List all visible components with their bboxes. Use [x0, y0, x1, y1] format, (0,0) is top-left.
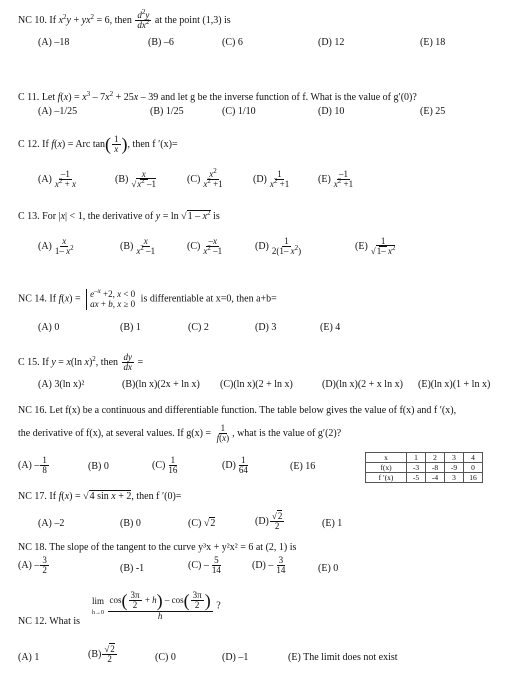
question-stem: NC 18. The slope of the tangent to the curve y³x + y²x² = 6 at (2, 1) is: [18, 542, 297, 553]
option-d[interactable]: (D)(ln x)(2 + x ln x): [322, 379, 403, 390]
question-stem: NC 17. If f(x) = √4 sin x + 2, then f ′(0)=: [18, 491, 182, 502]
question-stem: NC 12. What is: [18, 616, 81, 627]
question-stem: C 13. For |x| < 1, the derivative of $y = \ln √1 - x^2$ is: [18, 209, 220, 222]
option-b[interactable]: (B) 1/25: [150, 106, 184, 117]
option-c[interactable]: (C) 1/10: [222, 106, 256, 117]
option-b[interactable]: (B) –6: [148, 37, 174, 48]
table-row: f ′(x) -5 -4 3 16: [366, 473, 483, 483]
option-c[interactable]: (C) 6: [222, 37, 243, 48]
option-b[interactable]: (B) $\frac{x}{x^2 -1}$: [120, 236, 156, 257]
option-e[interactable]: (E) The limit does not exist: [288, 652, 398, 663]
option-a[interactable]: (A) $\frac{-1}{x^2 + x}$: [38, 169, 76, 190]
option-e[interactable]: (E) 0: [318, 563, 339, 574]
option-e[interactable]: (E) 4: [320, 322, 341, 333]
limit-expression: lim h→0 cos( $\frac{3\pi}{2}$ + h) – cos( $\frac{3\pi}{2}$ ) h ?: [92, 590, 221, 621]
option-c[interactable]: (C) – $\frac{5}{14}$: [188, 555, 221, 576]
question-number: C 13.: [18, 211, 40, 222]
option-c[interactable]: (C) 0: [155, 652, 176, 663]
option-b[interactable]: (B)(ln x)(2x + ln x): [122, 379, 200, 390]
option-b[interactable]: (B) $\frac{x}{√x^2 -1}$: [115, 169, 157, 190]
question-number: NC 18.: [18, 542, 47, 553]
option-c[interactable]: (C) √2: [188, 518, 216, 529]
option-c[interactable]: (C)(ln x)(2 + ln x): [220, 379, 293, 390]
option-d[interactable]: (D) –1: [222, 652, 249, 663]
option-e[interactable]: (E) 18: [420, 37, 446, 48]
option-c[interactable]: (C) 2: [188, 322, 209, 333]
question-number: NC 14.: [18, 293, 47, 305]
option-b[interactable]: (B) 0: [120, 518, 141, 529]
option-a[interactable]: (A) – $\frac{1}{8}$: [18, 455, 47, 476]
option-d[interactable]: (D) $\frac{1}{64}$: [222, 455, 248, 476]
option-e[interactable]: (E) 16: [290, 461, 316, 472]
option-b[interactable]: (B) -1: [120, 563, 145, 574]
option-e[interactable]: (E)(ln x)(1 + ln x): [418, 379, 491, 390]
option-d[interactable]: (D) $\frac{√2}{2}$: [255, 511, 283, 532]
question-stem: C 15. If y = x(ln x)$^2$, then $\frac{dy}{dx}$ =: [18, 352, 144, 373]
option-b[interactable]: (B) 0: [88, 461, 109, 472]
question-number: C 15.: [18, 357, 40, 369]
question-stem-line2: the derivative of f(x), at several values. If g(x) = $\frac{1}{f(x)}$ , what is the value of g′(2)?: [18, 423, 342, 444]
option-c[interactable]: (C) $\frac{-x}{x^2 -1}$: [187, 236, 223, 257]
option-d[interactable]: (D) – $\frac{3}{14}$: [252, 555, 286, 576]
option-c[interactable]: (C) $\frac{x^2}{x^2 +1}$: [187, 167, 223, 190]
option-a[interactable]: (A) $\frac{x}{1- x^2}$: [38, 236, 74, 257]
question-number: NC 16.: [18, 405, 47, 416]
option-a[interactable]: (A) 0: [38, 322, 60, 333]
option-d[interactable]: (D) $\frac{1}{2(1- x^2)}$: [255, 236, 302, 257]
question-stem: NC 10. If $x^2y + yx^2 = 6$, then $\frac{d^2y}{dx^2}$ at the point (1,3) is: [18, 8, 231, 31]
option-e[interactable]: (E) 25: [420, 106, 446, 117]
option-e[interactable]: (E) $\frac{-1}{x^2 +1}$: [318, 169, 354, 190]
option-d[interactable]: (D) 3: [255, 322, 277, 333]
option-e[interactable]: (E) 1: [322, 518, 343, 529]
option-a[interactable]: (A) 3(ln x)²: [38, 379, 85, 390]
question-number: NC 10.: [18, 15, 47, 27]
option-c[interactable]: (C) $\frac{1}{16}$: [152, 455, 178, 476]
question-stem: C 12. If f(x) = Arc tan( $\frac{1}{x}$ ), then f ′(x)=: [18, 133, 178, 154]
option-a[interactable]: (A) – $\frac{3}{2}$: [18, 555, 47, 576]
option-a[interactable]: (A) –2: [38, 518, 65, 529]
option-d[interactable]: (D) 12: [318, 37, 345, 48]
option-a[interactable]: (A) –18: [38, 37, 70, 48]
value-table: [365, 452, 483, 483]
option-b[interactable]: (B) $\frac{√2}{2}$: [88, 644, 115, 665]
question-number: NC 17.: [18, 491, 47, 502]
question-stem: NC 14. If $f(x) = e^{-x} +2$, x < 0 ax + b, x ≥ 0 is differentiable at x=0, then a+b=: [18, 287, 277, 310]
option-a[interactable]: (A) –1/25: [38, 106, 78, 117]
question-number: C 11.: [18, 92, 40, 103]
option-d[interactable]: (D) 10: [318, 106, 345, 117]
option-d[interactable]: (D) $\frac{1}{x^2 +1}$: [253, 169, 290, 190]
question-number: C 12.: [18, 138, 40, 150]
question-stem: NC 16. Let f(x) be a continuous and differentiable function. The table below gives the value of f(x) and f ′(x),: [18, 405, 457, 416]
table-row: x 1 2 3 4: [366, 453, 483, 463]
option-b[interactable]: (B) 1: [120, 322, 141, 333]
option-a[interactable]: (A) 1: [18, 652, 40, 663]
question-number: NC 12.: [18, 616, 47, 627]
table-row: f(x) -3 -8 -9 0: [366, 463, 483, 473]
question-stem: C 11. Let $f(x) = x^3 - 7x^2 + 25x - 39$ and let g be the inverse function of f. What is the value of g′(0)?: [18, 90, 417, 103]
option-e[interactable]: (E) $\frac{1}{√1- x^2}$: [355, 236, 396, 257]
